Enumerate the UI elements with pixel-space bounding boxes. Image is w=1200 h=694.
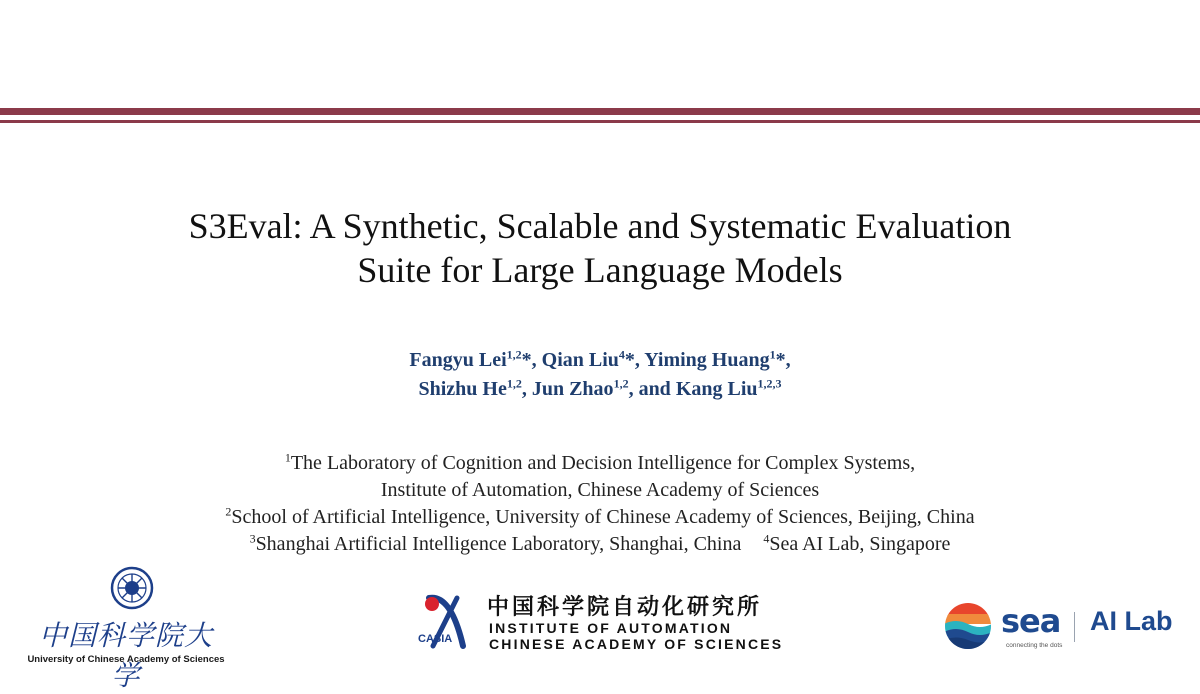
affiliation-2: [0, 504, 1200, 531]
author-sep: ,: [521, 378, 532, 400]
author-sep: , and: [628, 378, 676, 400]
ucas-name-en: University of Chinese Academy of Sciences: [27, 654, 225, 665]
casia-badge-text: CASIA: [418, 633, 453, 645]
affiliation-list: [0, 450, 1200, 558]
casia-name-en-1: INSTITUTE OF AUTOMATION: [489, 620, 733, 636]
author-affil-sup: 1,2: [506, 347, 522, 362]
affil-text: The Laboratory of Cognition and Decision Intelligence for Complex Systems,: [290, 452, 916, 474]
author-name: Kang Liu: [675, 378, 758, 400]
sea-ai-lab-logo: [944, 600, 1189, 656]
top-band-thick: [0, 108, 1200, 115]
ucas-logo: [18, 560, 228, 692]
author-name: Fangyu Lei: [409, 349, 507, 371]
author-name: Qian Liu: [541, 349, 619, 371]
ucas-emblem-icon: [110, 566, 154, 610]
author-name: Shizhu He: [418, 378, 507, 400]
affil-sup: 4: [763, 531, 770, 546]
ai-lab-wordmark: AI Lab: [1090, 606, 1173, 636]
affil-text: Sea AI Lab, Singapore: [769, 533, 951, 555]
author-name: Jun Zhao: [531, 378, 614, 400]
affil-sup: 1: [284, 450, 291, 465]
author-affil-sup: 4: [618, 347, 625, 362]
author-sep: *,: [521, 349, 542, 371]
sea-tagline: connecting the dots: [1006, 642, 1063, 649]
title-line-2: Suite for Large Language Models: [357, 250, 843, 290]
author-line-1: [0, 346, 1200, 375]
affil-sup: 2: [225, 504, 232, 519]
sea-wordmark: sea: [1001, 602, 1061, 640]
author-affil-sup: 1: [769, 347, 776, 362]
slide-title: [0, 204, 1200, 292]
author-line-2: [0, 375, 1200, 404]
author-affil-sup: 1,2: [506, 376, 522, 391]
author-affil-sup: 1,2,3: [757, 376, 782, 391]
author-name: Yiming Huang: [644, 349, 770, 371]
casia-logo: [415, 588, 795, 654]
affiliation-1-line-1: [0, 450, 1200, 477]
author-affil-sup: 1,2: [613, 376, 629, 391]
casia-mark-icon: [415, 588, 481, 654]
author-list: [0, 346, 1200, 404]
author-sep: *,: [624, 349, 645, 371]
ucas-name-cn: 中国科学院大学: [38, 619, 213, 692]
affiliation-1-line-2: Institute of Automation, Chinese Academy of Sciences: [380, 479, 820, 501]
logo-divider: [1074, 612, 1075, 642]
sea-wave-icon: [944, 602, 992, 650]
affiliation-3-4: [0, 531, 1200, 558]
author-sep: *,: [775, 349, 791, 371]
casia-name-cn: 中国科学院自动化研究所: [487, 595, 763, 620]
title-line-1: S3Eval: A Synthetic, Scalable and Systematic Evaluation: [188, 206, 1012, 246]
affil-text: School of Artificial Intelligence, University of Chinese Academy of Sciences, Beijing, China: [231, 506, 975, 528]
affil-text: Shanghai Artificial Intelligence Laboratory, Shanghai, China: [255, 533, 742, 555]
affil-sup: 3: [249, 531, 256, 546]
top-band-thin: [0, 120, 1200, 123]
casia-name-en-2: CHINESE ACADEMY OF SCIENCES: [489, 636, 784, 652]
